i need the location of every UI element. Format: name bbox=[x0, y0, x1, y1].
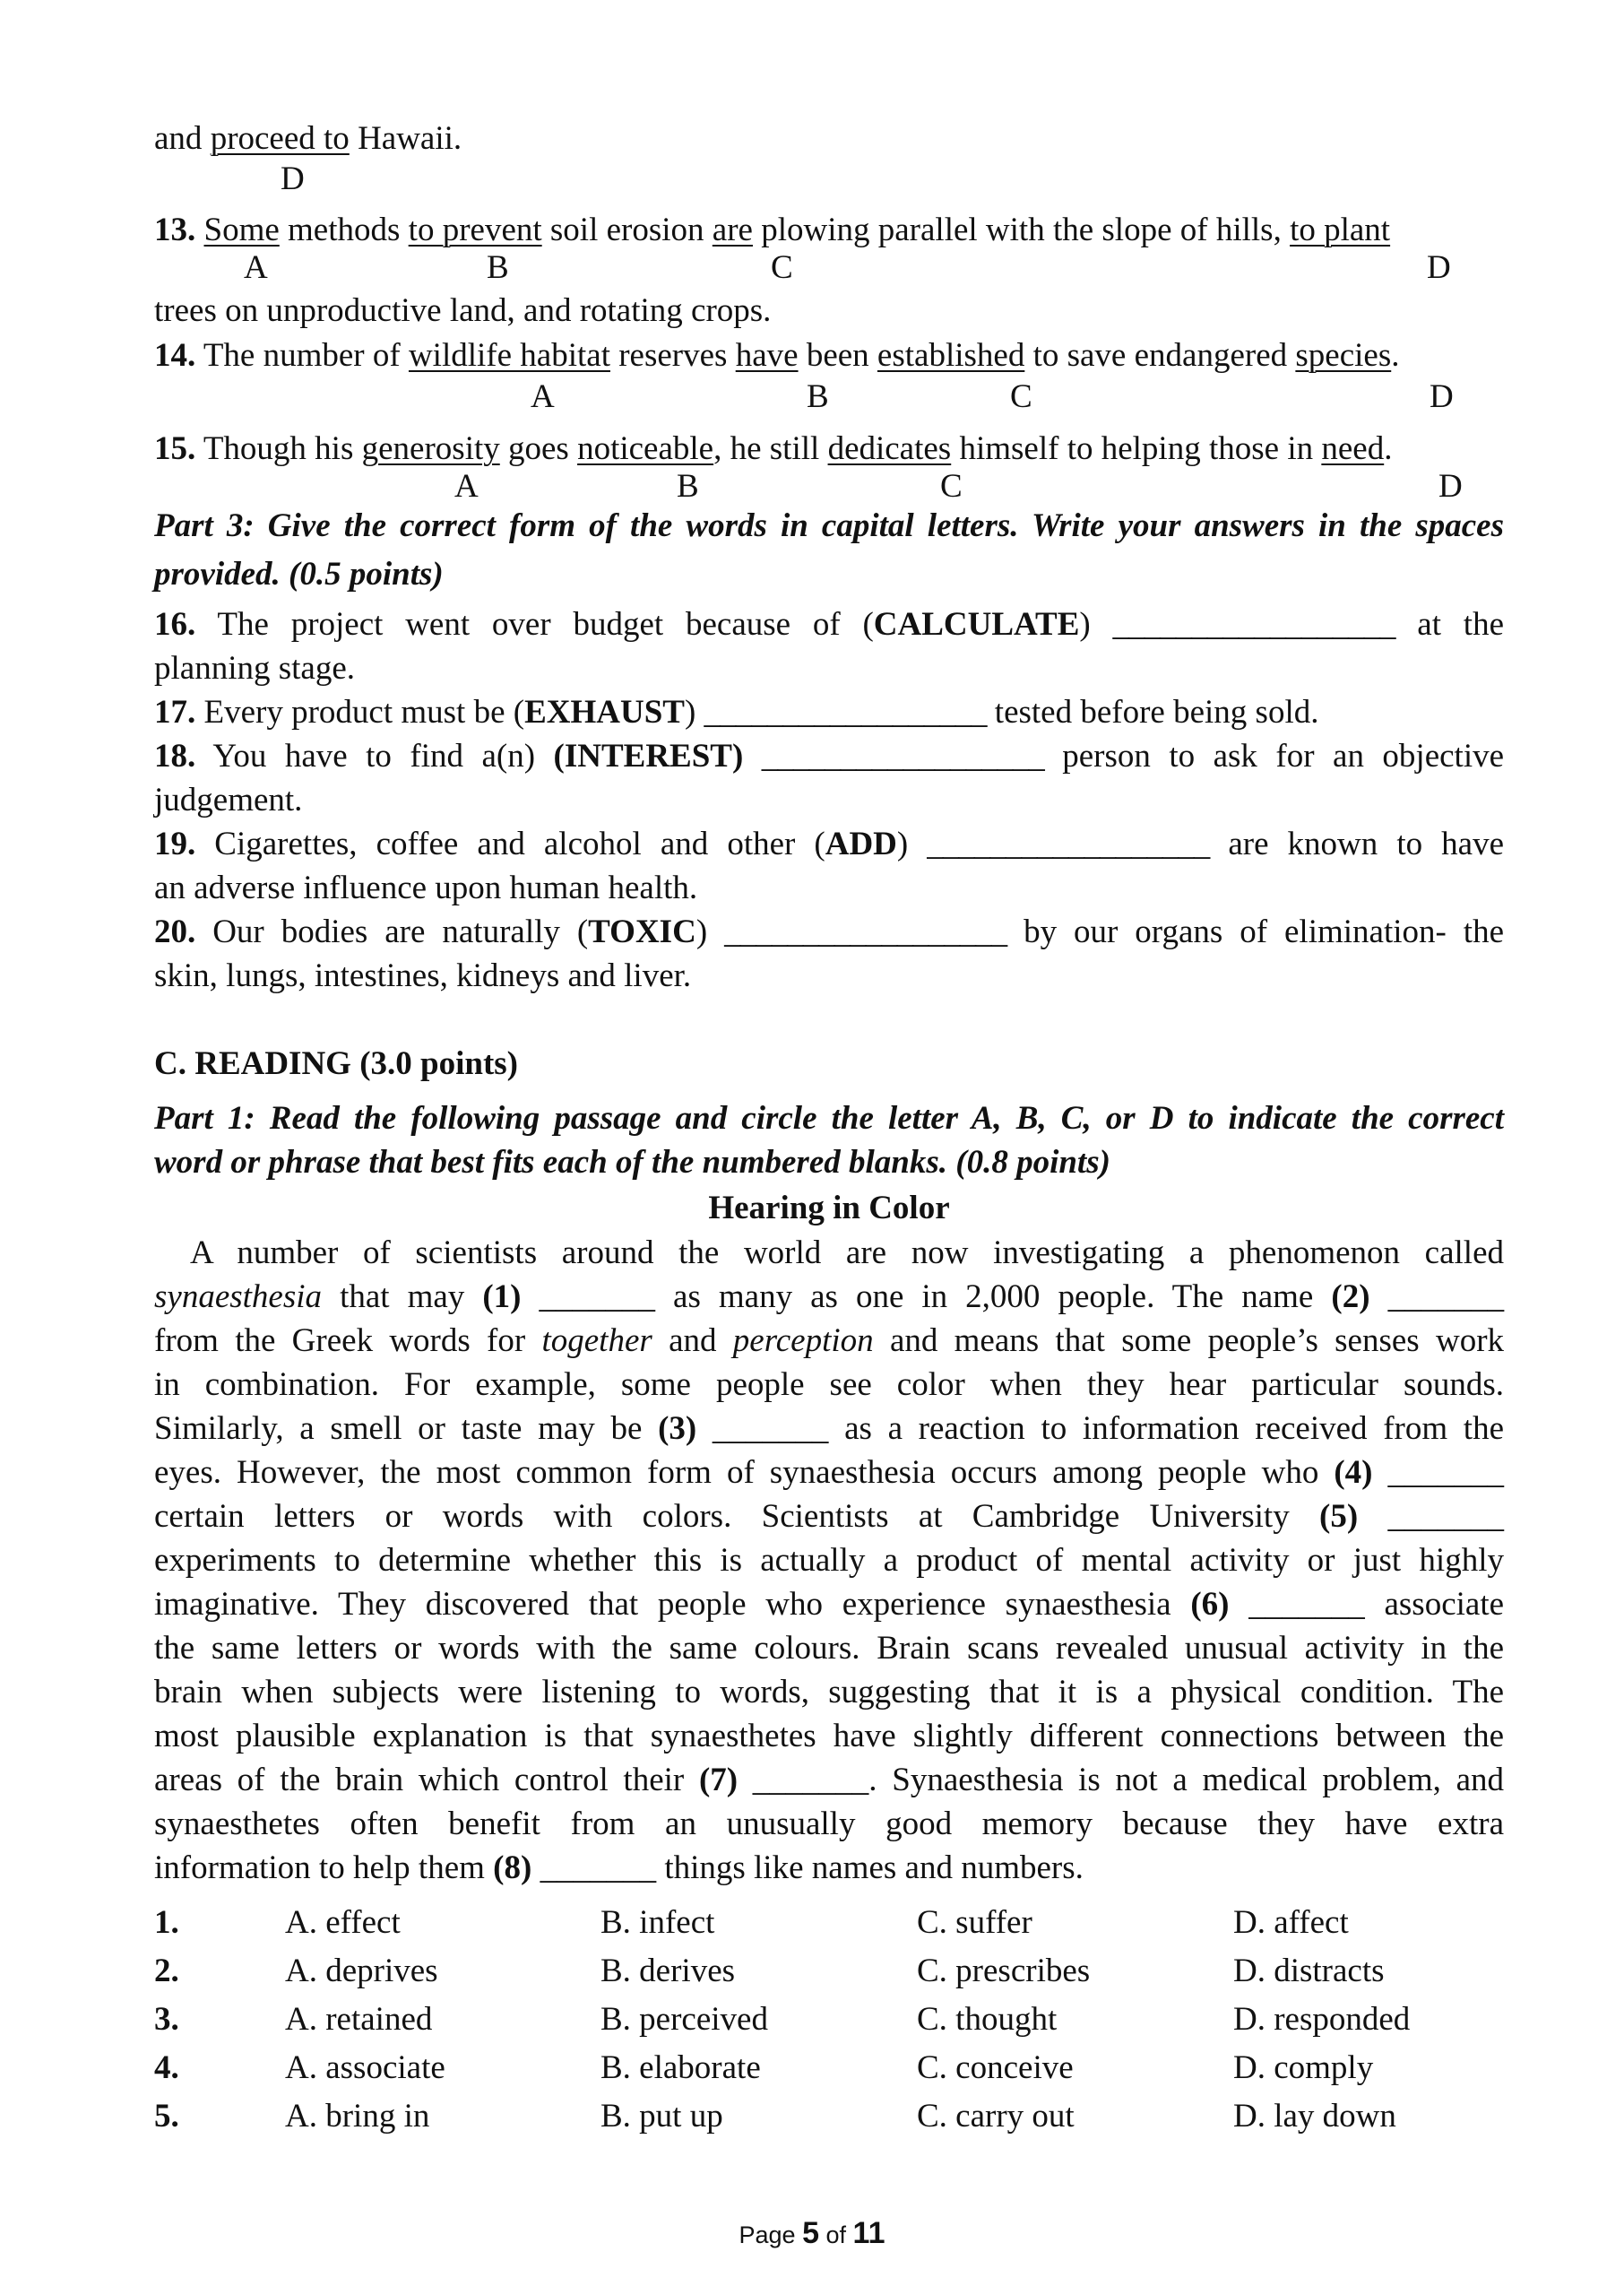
italic-term: perception bbox=[732, 1322, 874, 1359]
underlined-a: Some bbox=[203, 212, 280, 248]
underlined-a: generosity bbox=[361, 430, 500, 467]
gap-blank[interactable]: _______ bbox=[1387, 1498, 1504, 1535]
text: tested before being sold. bbox=[986, 694, 1319, 731]
item-18 bbox=[154, 736, 1504, 777]
passage-line: most plausible explanation is that synaesthetes have slightly different connections between the bbox=[154, 1718, 1504, 1754]
passage-title: Hearing in Color bbox=[708, 1190, 950, 1226]
gap-blank[interactable]: _______ bbox=[1248, 1586, 1365, 1623]
underlined-d: species bbox=[1295, 337, 1392, 374]
item-12-continuation bbox=[154, 118, 1504, 160]
gap-blank[interactable]: _______ bbox=[1387, 1454, 1505, 1491]
text: reserves bbox=[609, 337, 736, 374]
text: , he still bbox=[713, 430, 828, 467]
item-15 bbox=[154, 429, 1504, 470]
passage-line bbox=[154, 1277, 1504, 1318]
answer-blank[interactable]: __________________ bbox=[761, 738, 1044, 775]
text: and bbox=[154, 120, 211, 157]
item-19-continuation: an adverse influence upon human health. bbox=[154, 870, 698, 906]
capital-word: (INTEREST) bbox=[553, 738, 744, 775]
text: Hawaii. bbox=[349, 120, 462, 157]
text: and means that some people’s senses work bbox=[889, 1322, 1505, 1359]
passage-line bbox=[154, 1848, 1504, 1889]
option-a[interactable]: A. effect bbox=[285, 1904, 401, 1941]
passage-line: A number of scientists around the world are now investigating a phenomenon called bbox=[190, 1234, 1504, 1271]
option-letter-d: D bbox=[281, 160, 305, 197]
underlined-b: have bbox=[735, 337, 799, 374]
text: by our organs of elimination- the bbox=[1006, 914, 1505, 950]
text: associate bbox=[1384, 1586, 1505, 1623]
item-17 bbox=[154, 692, 1504, 733]
question-number: 2. bbox=[154, 1953, 179, 1989]
passage-line bbox=[154, 1321, 1504, 1362]
passage-line bbox=[154, 1408, 1504, 1450]
option-c[interactable]: C. prescribes bbox=[917, 1953, 1091, 1989]
gap-blank[interactable]: _______ bbox=[539, 1278, 655, 1315]
text: been bbox=[798, 337, 877, 374]
option-d[interactable]: D. distracts bbox=[1233, 1953, 1385, 1989]
item-number: 17. bbox=[154, 694, 196, 731]
option-letter-b: B bbox=[677, 468, 699, 505]
of-label: of bbox=[825, 2221, 847, 2248]
item-number: 20. bbox=[154, 914, 196, 950]
option-letter-d: D bbox=[1438, 468, 1463, 505]
text: to save endangered bbox=[1024, 337, 1296, 374]
text: certain letters or words with colors. Scientists at Cambridge University bbox=[154, 1498, 1290, 1535]
underlined-c: are bbox=[712, 212, 753, 248]
text: . bbox=[1391, 337, 1400, 374]
underlined-d: to plant bbox=[1290, 212, 1391, 248]
question-number: 5. bbox=[154, 2098, 179, 2135]
item-19 bbox=[154, 824, 1504, 865]
passage-line bbox=[154, 1452, 1504, 1494]
total-pages: 11 bbox=[852, 2216, 885, 2250]
gap-label: (7) bbox=[698, 1762, 739, 1798]
item-13 bbox=[154, 210, 1504, 251]
text: . bbox=[1384, 430, 1393, 467]
capital-word: CALCULATE bbox=[873, 606, 1080, 643]
text: methods bbox=[279, 212, 409, 248]
item-20 bbox=[154, 912, 1504, 953]
text: You have to find a(n) bbox=[195, 738, 554, 775]
text: are known to have bbox=[1209, 826, 1505, 862]
item-14 bbox=[154, 335, 1504, 377]
option-b[interactable]: B. perceived bbox=[600, 2001, 768, 2038]
text: ) bbox=[896, 826, 909, 862]
option-a[interactable]: A. bring in bbox=[285, 2098, 430, 2135]
item-16 bbox=[154, 604, 1504, 645]
text: Though his bbox=[195, 430, 362, 467]
underlined-c: established bbox=[877, 337, 1025, 374]
underlined-b: noticeable bbox=[577, 430, 714, 467]
passage-line bbox=[154, 1760, 1504, 1801]
text: The number of bbox=[195, 337, 409, 374]
text: person to ask for an objective bbox=[1043, 738, 1505, 775]
passage-line: in combination. For example, some people see color when they hear particular sounds. bbox=[154, 1366, 1504, 1403]
part3-heading-line2: provided. (0.5 points) bbox=[154, 556, 444, 593]
option-a[interactable]: A. deprives bbox=[285, 1953, 438, 1989]
italic-term: synaesthesia bbox=[154, 1278, 323, 1315]
option-d[interactable]: D. comply bbox=[1233, 2049, 1374, 2086]
passage-line bbox=[154, 1496, 1504, 1537]
text: Cigarettes, coffee and alcohol and other ( bbox=[195, 826, 825, 862]
text: goes bbox=[499, 430, 578, 467]
option-letter-b: B bbox=[487, 249, 509, 286]
capital-word: EXHAUST bbox=[524, 694, 685, 731]
part1-heading-line2: word or phrase that best fits each of the numbered blanks. (0.8 points) bbox=[154, 1144, 1110, 1181]
text: The project went over budget because of ( bbox=[195, 606, 874, 643]
gap-blank[interactable]: _______ bbox=[540, 1849, 657, 1886]
italic-term: together bbox=[541, 1322, 652, 1359]
option-letter-c: C bbox=[771, 249, 793, 286]
page-footer bbox=[0, 2216, 1624, 2251]
gap-blank[interactable]: _______ bbox=[752, 1762, 869, 1798]
answer-blank[interactable]: __________________ bbox=[704, 694, 987, 731]
answer-blank[interactable]: __________________ bbox=[724, 914, 1007, 950]
part3-heading-line1: Part 3: Give the correct form of the words in capital letters. Write your answers in the spaces bbox=[154, 507, 1504, 544]
gap-blank[interactable]: _______ bbox=[712, 1410, 829, 1447]
option-d[interactable]: D. affect bbox=[1233, 1904, 1349, 1941]
text: from the Greek words for bbox=[154, 1322, 526, 1359]
option-letter-b: B bbox=[807, 378, 829, 415]
item-13-continuation: trees on unproductive land, and rotating crops. bbox=[154, 292, 772, 329]
passage-line: brain when subjects were listening to words, suggesting that it is a physical condition. The bbox=[154, 1674, 1504, 1710]
option-letter-a: A bbox=[244, 249, 268, 286]
option-c[interactable]: C. conceive bbox=[917, 2049, 1074, 2086]
text: ) bbox=[684, 694, 696, 731]
gap-label: (2) bbox=[1331, 1278, 1370, 1315]
item-20-continuation: skin, lungs, intestines, kidneys and liver. bbox=[154, 957, 692, 994]
option-letter-a: A bbox=[454, 468, 479, 505]
option-letter-d: D bbox=[1430, 378, 1454, 415]
question-number: 1. bbox=[154, 1904, 179, 1941]
underlined-d: need bbox=[1321, 430, 1385, 467]
item-number: 18. bbox=[154, 738, 196, 775]
text: Similarly, a smell or taste may be bbox=[154, 1410, 643, 1447]
option-d[interactable]: D. lay down bbox=[1233, 2098, 1396, 2135]
text: as a reaction to information received from the bbox=[844, 1410, 1505, 1447]
text: as many as one in 2,000 people. The name bbox=[673, 1278, 1314, 1315]
option-d[interactable]: D. responded bbox=[1233, 2001, 1411, 2038]
gap-label: (8) bbox=[493, 1849, 532, 1886]
underlined-a: wildlife habitat bbox=[408, 337, 610, 374]
part1-heading-line1: Part 1: Read the following passage and circle the letter A, B, C, or D to indicate the correct bbox=[154, 1100, 1504, 1137]
option-b[interactable]: B. elaborate bbox=[600, 2049, 761, 2086]
text: ) bbox=[695, 914, 708, 950]
capital-word: TOXIC bbox=[588, 914, 696, 950]
option-letter-a: A bbox=[531, 378, 555, 415]
text: areas of the brain which control their bbox=[154, 1762, 685, 1798]
item-number: 19. bbox=[154, 826, 196, 862]
page-label: Page bbox=[739, 2221, 796, 2248]
current-page: 5 bbox=[802, 2216, 819, 2250]
option-b[interactable]: B. infect bbox=[600, 1904, 715, 1941]
text: soil erosion bbox=[541, 212, 713, 248]
option-b[interactable]: B. derives bbox=[600, 1953, 736, 1989]
text: himself to helping those in bbox=[951, 430, 1322, 467]
passage-line: the same letters or words with the same colours. Brain scans revealed unusual activity in the bbox=[154, 1630, 1504, 1667]
section-title-reading: C. READING (3.0 points) bbox=[154, 1045, 519, 1082]
text: ) bbox=[1079, 606, 1091, 643]
underlined-c: dedicates bbox=[827, 430, 952, 467]
underlined-option-d: proceed to bbox=[210, 120, 350, 157]
passage-line: synaesthetes often benefit from an unusually good memory because they have extra bbox=[154, 1806, 1504, 1842]
option-b[interactable]: B. put up bbox=[600, 2098, 723, 2135]
gap-label: (4) bbox=[1334, 1454, 1373, 1491]
text: plowing parallel with the slope of hills, bbox=[752, 212, 1291, 248]
item-number: 13. bbox=[154, 212, 196, 248]
text: and bbox=[669, 1322, 717, 1359]
item-16-continuation: planning stage. bbox=[154, 650, 356, 687]
passage-line: experiments to determine whether this is actually a product of mental activity or just highly bbox=[154, 1542, 1504, 1579]
option-c[interactable]: C. carry out bbox=[917, 2098, 1075, 2135]
option-a[interactable]: A. retained bbox=[285, 2001, 433, 2038]
text: Our bodies are naturally ( bbox=[195, 914, 589, 950]
gap-blank[interactable]: _______ bbox=[1387, 1278, 1505, 1315]
passage-line bbox=[154, 1584, 1504, 1625]
question-number: 3. bbox=[154, 2001, 179, 2038]
gap-label: (3) bbox=[658, 1410, 697, 1447]
text: information to help them bbox=[154, 1849, 485, 1886]
text: imaginative. They discovered that people who experience synaesthesia bbox=[154, 1586, 1171, 1623]
option-letter-c: C bbox=[940, 468, 963, 505]
answer-blank[interactable]: __________________ bbox=[927, 826, 1210, 862]
option-c[interactable]: C. suffer bbox=[917, 1904, 1032, 1941]
item-number: 14. bbox=[154, 337, 196, 374]
question-number: 4. bbox=[154, 2049, 179, 2086]
gap-label: (1) bbox=[482, 1278, 522, 1315]
item-18-continuation: judgement. bbox=[154, 782, 303, 818]
option-c[interactable]: C. thought bbox=[917, 2001, 1058, 2038]
text: eyes. However, the most common form of synaesthesia occurs among people who bbox=[154, 1454, 1319, 1491]
text: . Synaesthesia is not a medical problem, and bbox=[868, 1762, 1504, 1798]
item-number: 15. bbox=[154, 430, 196, 467]
text: things like names and numbers. bbox=[664, 1849, 1084, 1886]
gap-label: (6) bbox=[1190, 1586, 1230, 1623]
option-a[interactable]: A. associate bbox=[285, 2049, 445, 2086]
option-letter-c: C bbox=[1010, 378, 1032, 415]
gap-label: (5) bbox=[1319, 1498, 1359, 1535]
option-letter-d: D bbox=[1427, 249, 1451, 286]
answer-blank[interactable]: __________________ bbox=[1112, 606, 1395, 643]
text: Every product must be ( bbox=[195, 694, 525, 731]
text: that may bbox=[340, 1278, 465, 1315]
capital-word: ADD bbox=[825, 826, 897, 862]
text: at the bbox=[1395, 606, 1504, 643]
underlined-b: to prevent bbox=[408, 212, 542, 248]
item-number: 16. bbox=[154, 606, 196, 643]
